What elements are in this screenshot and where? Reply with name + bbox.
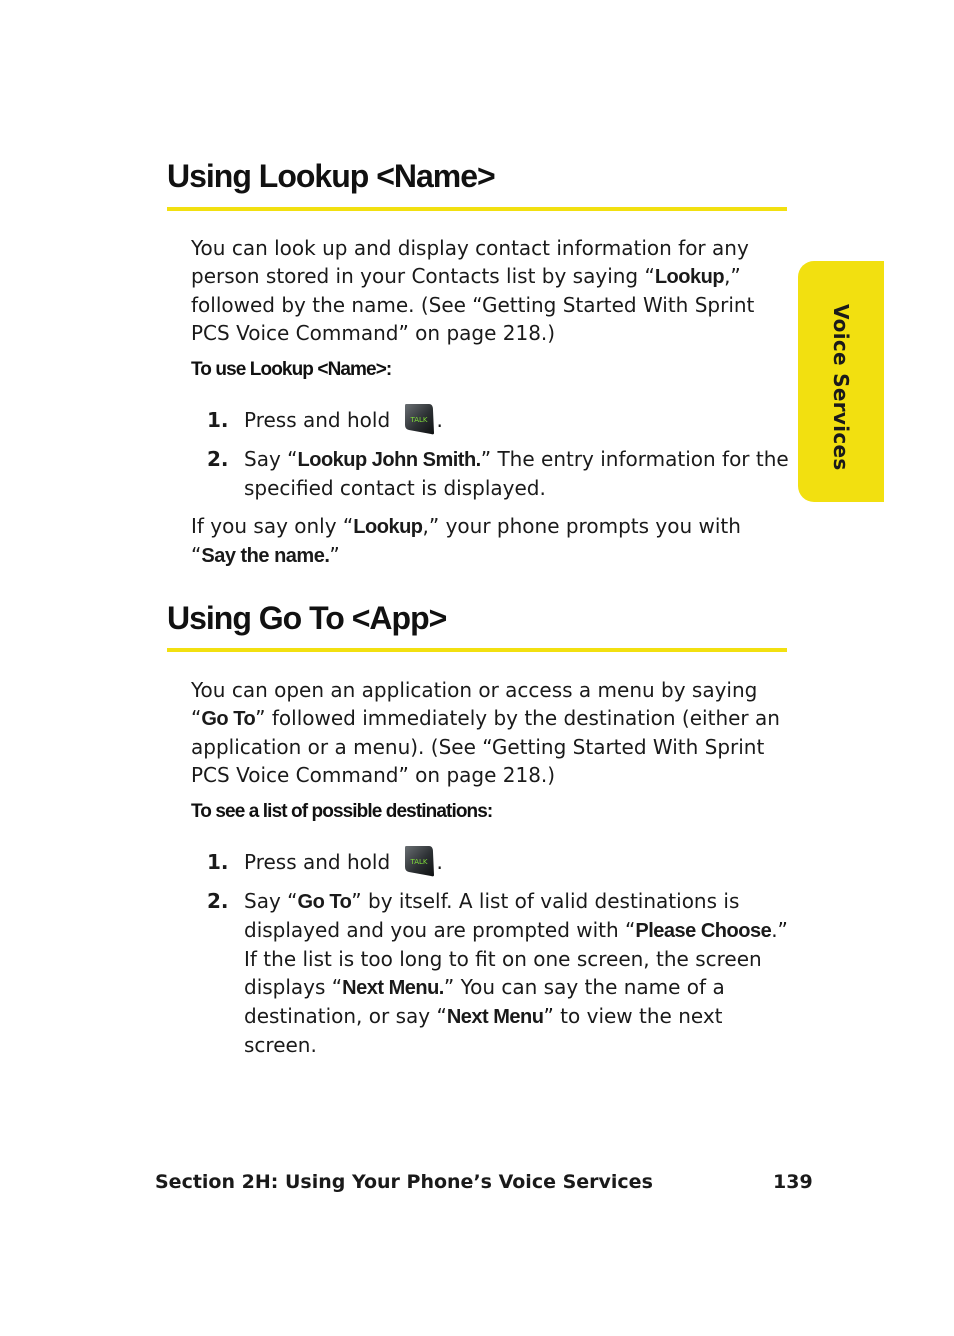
lookup-note xyxy=(191,512,791,570)
text-run: ,” your phone prompts you with “ xyxy=(191,514,741,567)
step-number: 1. xyxy=(207,850,229,874)
emphasis-text: Go To xyxy=(201,708,256,730)
step-text xyxy=(244,887,794,1059)
emphasis-text: Lookup xyxy=(654,266,725,288)
text-run: ” to view the next screen. xyxy=(244,1004,723,1057)
text-run: . xyxy=(436,408,443,432)
lookup-subheading: To use Lookup <Name>: xyxy=(191,359,392,380)
text-run: You can open an application or access a menu by saying “ xyxy=(191,678,758,730)
text-run: ” You can say the name of a destination, or say “ xyxy=(244,975,725,1028)
text-run: You can look up and display contact information for any person stored in your Contacts list by saying “ xyxy=(191,236,749,288)
lookup-intro xyxy=(191,234,791,347)
emphasis-text: Lookup xyxy=(353,516,423,538)
step-text xyxy=(244,406,794,436)
heading-rule xyxy=(167,207,787,211)
emphasis-text: Please Choose xyxy=(635,920,772,942)
step-number: 1. xyxy=(207,408,229,432)
text-run: Press and hold xyxy=(244,408,397,432)
text-run: ” by itself. A list of valid destinations is displayed and you are prompted with “ xyxy=(244,889,740,942)
talk-key-label: TALK xyxy=(409,857,428,866)
text-run: ” xyxy=(329,543,340,567)
goto-intro xyxy=(191,676,791,789)
section-tab-label: Voice Services xyxy=(829,304,853,471)
step-text xyxy=(244,445,794,502)
emphasis-text: Go To xyxy=(297,891,352,913)
text-run: ” followed immediately by the destination (either an application or a menu). (See “Getting Started With Sprint PCS Voice Command” on page 218.) xyxy=(191,706,780,787)
talk-key-label: TALK xyxy=(409,415,428,424)
step-text xyxy=(244,848,794,878)
emphasis-text: Next Menu xyxy=(446,1006,544,1028)
text-run: If you say only “ xyxy=(191,514,354,538)
text-run: . xyxy=(436,850,443,874)
heading-lookup: Using Lookup <Name> xyxy=(167,158,495,194)
step-number: 2. xyxy=(207,889,229,913)
text-run: ” The entry information for the specified contact is displayed. xyxy=(244,447,789,500)
heading-goto: Using Go To <App> xyxy=(167,600,447,636)
text-run: Say “ xyxy=(244,889,298,913)
talk-key-icon xyxy=(403,402,435,436)
emphasis-text: Next Menu. xyxy=(342,977,444,999)
text-run: Say “ xyxy=(244,447,298,471)
text-run: ,” followed by the name. (See “Getting Started With Sprint PCS Voice Command” on page 218.) xyxy=(191,264,755,345)
footer-section: Section 2H: Using Your Phone’s Voice Services xyxy=(155,1171,653,1193)
emphasis-text: Say the name. xyxy=(201,545,330,567)
text-run: Press and hold xyxy=(244,850,397,874)
step-number: 2. xyxy=(207,447,229,471)
emphasis-text: Lookup John Smith. xyxy=(297,449,481,471)
goto-subheading: To see a list of possible destinations: xyxy=(191,801,493,822)
text-run: .” If the list is too long to fit on one screen, the screen displays “ xyxy=(244,918,788,999)
page-number: 139 xyxy=(773,1171,813,1193)
heading-rule xyxy=(167,648,787,652)
talk-key-icon xyxy=(403,844,435,878)
